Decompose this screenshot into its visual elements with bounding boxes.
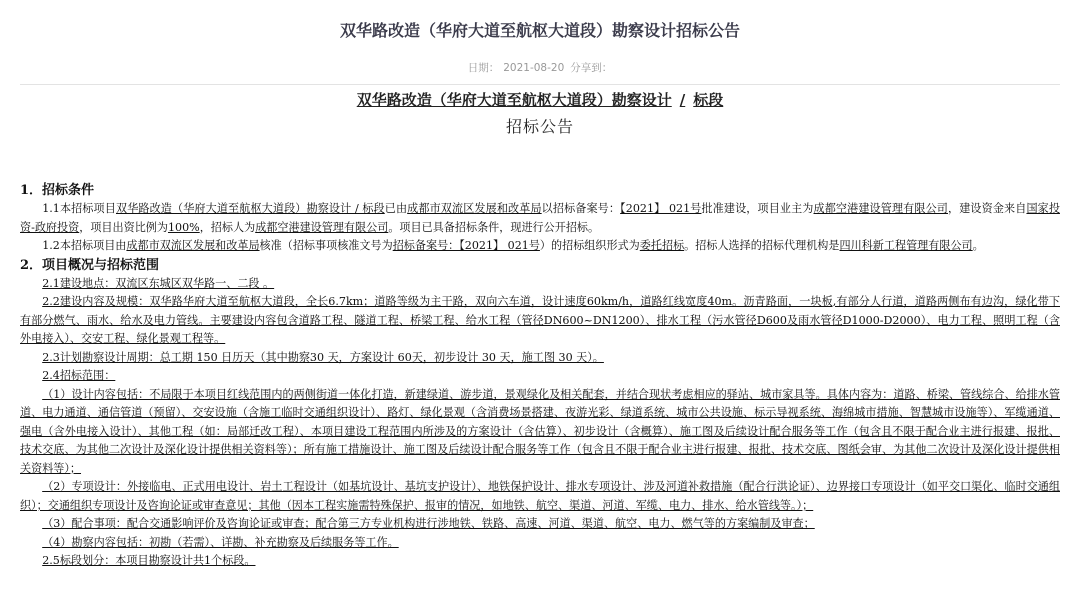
item-2-4: 2.4招标范围： [42,369,116,382]
paragraph-1-2 [20,237,1060,256]
header-divider [20,84,1060,85]
publish-date: 2021-08-20 [503,62,565,74]
text: ，建设资金来自 [948,202,1027,215]
page-title: 双华路改造（华府大道至航枢大道段）勘察设计招标公告 [339,21,740,40]
text: 以招标备案号： [541,202,621,215]
document-title-slash: / [679,91,686,109]
funding-ratio: 100% [167,220,200,234]
tender-form: 委托招标 [639,239,685,252]
approval-authority: 成都市双流区发展和改革局 [407,202,542,215]
share-to-label[interactable]: 分享到： [570,62,613,74]
item-2-3: 2.3计划勘察设计周期：总工期 150 日历天（其中勘察30 天，方案设计 60天，初步设计 30 天，施工图 30 天）。 [42,350,604,364]
document-body [0,89,1080,567]
filing-number: 【2021】 021号 [620,202,702,215]
date-label: 日期： [467,62,500,74]
text: ，项目出资比例为 [79,220,168,234]
text: ，招标人为 [199,220,256,234]
item-2-1: 2.1建设地点：双流区东城区双华路一、二段 。 [42,276,275,290]
project-owner: 成都空港建设管理有限公司 [813,202,948,215]
text: 1.2本招标项目由 [42,239,127,252]
tenderer: 成都空港建设管理有限公司 [255,220,389,234]
text: 已由 [384,202,408,215]
text: 。 [972,239,984,252]
text: 1.1本招标项目 [42,202,116,215]
document-title [0,89,1080,111]
item-2-2: 2.2建设内容及规模：双华路华府大道至航枢大道段，全长6.7km；道路等级为主干路，双向六车道，设计速度60km/h，道路红线宽度40m。沥青路面，一块板,有部分人行道，道路两侧布有边沟，绿化带下有部分燃气、雨水、给水及电力管线。主要建设内容包含道路工程、隧道工程、桥梁工程、给水工程（管径DN600~DN1200）、排水工程（污水管径D600及雨水管径D1000-D2000）、电力工程、照明工程（含外电接入）、交安工程、绿化景观工程等。 [20,295,1060,345]
text: ）的招标组织形式为 [539,239,640,252]
item-2-5: 2.5标段划分：本项目勘察设计共1个标段。 [42,554,256,567]
approval-authority: 成都市双流区发展和改革局 [126,239,260,252]
document-content [20,181,1060,571]
approval-number: 招标备案号：【2021】 021号 [392,239,540,252]
document-title-section: 标段 [693,91,724,109]
text: 批准建设，项目业主为 [701,202,814,215]
project-name: 双华路改造（华府大道至航枢大道段）勘察设计 / 标段 [115,202,385,215]
paragraph-1-1 [20,200,1060,237]
item-2-4-4: （4）勘察内容包括：初勘（若需）、详勘、补充勘察及后续服务等工作。 [42,535,399,549]
item-2-4-1: （1）设计内容包括：不局限于本项目红线范围内的两侧街道一体化打造，新建绿道、游步道，景观绿化及相关配套，并结合现状考虑相应的驿站、城市家具等。具体内容为：道路、桥梁、管线综合、给排水管道、电力通道、通信管道（预留）、交安设施（含施工临时交通组织设计）、路灯、绿化景观（含消费场景搭建、夜游光彩、绿道系统、城市公共设施、标示导视系统、海绵城市措施、智慧城市设施等）、军缆通道、强电（含外电接入设计）、其他工程（如：局部迁改工程）、本项目建设工程范围内所涉及的方案设计（含估算）、初步设计（含概算）、施工图及后续设计配合服务等工作（包含且不限于配合业主进行报建、报批、技术交底、为其他二次设计及深化设计提供相关资料等）；所有施工措施设计、施工图及后续设计配合服务等工作（包含且不限于配合业主进行报建、报批、技术交底、图纸会审、为其他二次设计及深化设计提供相关资料等）； [20,387,1060,475]
tender-agent: 四川科新工程管理有限公司 [839,239,973,252]
item-2-4-2: （2）专项设计：外接临电、正式用电设计、岩土工程设计（如基坑设计、基坑支护设计）、地铁保护设计、排水专项设计、涉及河道补救措施（配合行洪论证）、边界接口专项设计（如平交口渠化、临时交通组织）；交通组织专项设计及咨询论证或审查意见；其他（因本工程实施需特殊保护、报审的情况，如地铁、航空、渠道、河道、军缆、电力、排水、给水管线等。）； [20,480,1060,512]
section-heading-1: 1．招标条件 [20,183,95,198]
funding-source: 国家投资-政府投资 [20,202,1060,234]
text: 核准（招标事项核准文号为 [259,239,393,252]
document-title-project: 双华路改造（华府大道至航枢大道段）勘察设计 [356,91,672,109]
item-2-4-3: （3）配合事项：配合交通影响评价及咨询论证或审查；配合第三方专业机构进行涉地铁、铁路、高速、河道、渠道、航空、电力、燃气等的方案编制及审查； [42,517,815,530]
text: 。项目已具备招标条件，现进行公开招标。 [388,220,600,234]
section-heading-2: 2．项目概况与招标范围 [20,257,160,273]
document-subtitle: 招标公告 [505,117,574,136]
text: 。招标人选择的招标代理机构是 [684,239,840,252]
article-meta [0,60,1080,76]
